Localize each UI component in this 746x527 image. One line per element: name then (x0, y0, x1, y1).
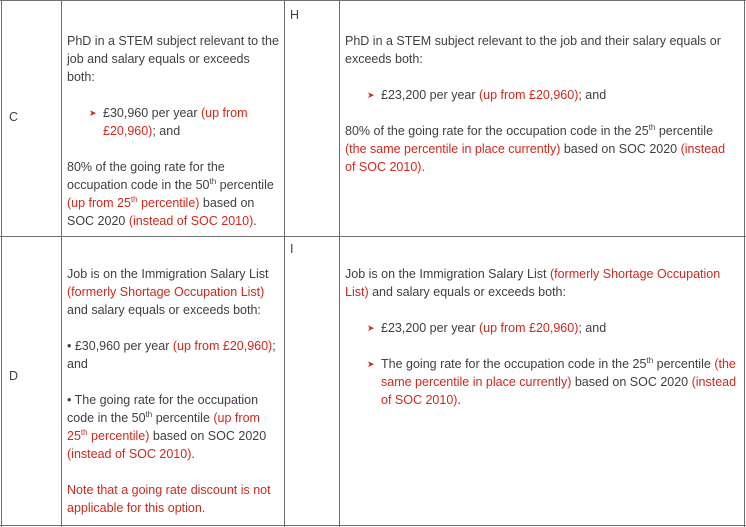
table-border-right (744, 0, 745, 527)
cell-h-bullet-salary: ➤ £23,200 per year (up from £20,960); and (367, 88, 607, 102)
cell-c-going-rate: 80% of the going rate for the occupation code in the 50th percentile (up from 25th percentile) based on SOC 2020 (instead of SOC 2010). (67, 160, 274, 228)
bullet-arrow-icon: ➤ (89, 108, 97, 118)
row-label-d: D (9, 369, 19, 383)
cell-d-bullet-salary: • £30,960 per year (up from £20,960); and (67, 339, 276, 371)
column-divider-3 (339, 0, 340, 527)
table-border-top (0, 0, 746, 1)
cell-h-intro: PhD in a STEM subject relevant to the job and their salary equals or exceeds both: (345, 34, 721, 66)
table-border-bottom (0, 525, 746, 526)
cell-i-bullet-going-rate: ➤ The going rate for the occupation code in the 25th percentile (the same percentile in place currently) based on SOC 2020 (instead of SOC 2010). (367, 355, 737, 407)
cell-c-bullet-salary: ➤ £30,960 per year (up from £20,960); and (89, 106, 248, 138)
cell-i-intro: Job is on the Immigration Salary List (formerly Shortage Occupation List) and salary equals or exceeds both: (345, 267, 721, 299)
cell-d-criteria (67, 265, 279, 517)
cell-d-intro: Job is on the Immigration Salary List (formerly Shortage Occupation List) and salary equals or exceeds both: (67, 267, 269, 317)
cell-d-note: Note that a going rate discount is not applicable for this option. (67, 483, 271, 515)
row-label-i: I (290, 242, 294, 256)
cell-c-criteria (67, 32, 279, 230)
column-divider-2 (284, 0, 285, 527)
cell-h-going-rate: 80% of the going rate for the occupation code in the 25th percentile (the same percentile in place currently) based on SOC 2020 (instead of SOC 2010). (345, 122, 726, 174)
bullet-arrow-icon: ➤ (367, 90, 375, 100)
row-label-c: C (9, 110, 19, 124)
cell-i-bullet-salary: ➤ £23,200 per year (up from £20,960); and (367, 321, 607, 335)
cell-d-bullet-going-rate: • The going rate for the occupation code in the 50th percentile (up from 25th percentile) based on SOC 2020 (instead of SOC 2010). (67, 393, 267, 461)
cell-i-criteria (345, 265, 737, 409)
column-divider-1 (61, 0, 62, 527)
bullet-arrow-icon: ➤ (367, 323, 375, 333)
bullet-arrow-icon: ➤ (367, 359, 375, 369)
row-label-h: H (290, 8, 300, 22)
table-border-left (1, 0, 2, 527)
row-divider (0, 236, 746, 237)
cell-c-intro: PhD in a STEM subject relevant to the job and salary equals or exceeds both: (67, 34, 279, 84)
cell-h-criteria (345, 32, 737, 176)
